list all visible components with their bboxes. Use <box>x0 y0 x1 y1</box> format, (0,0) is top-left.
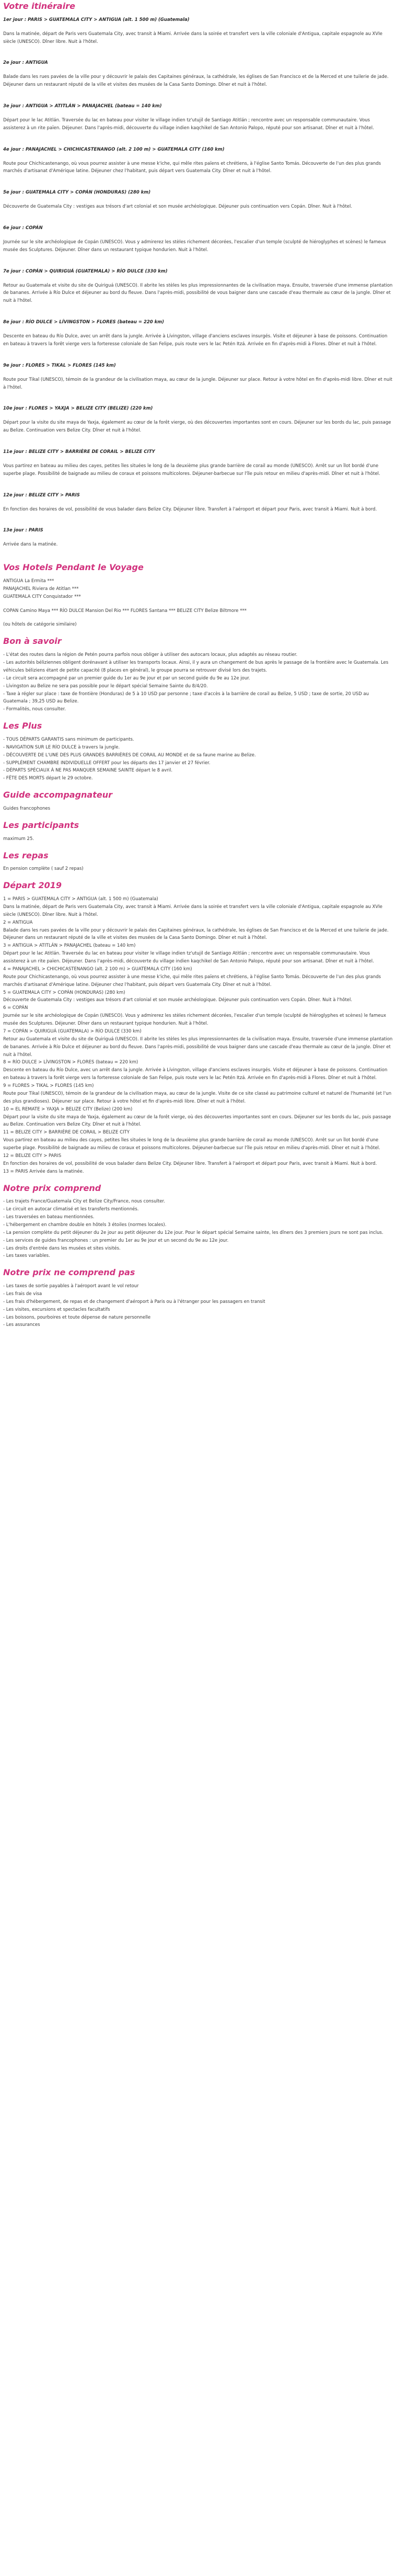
day-title: 2e jour : ANTIGUA <box>3 60 48 66</box>
departure-day-heading: 11 = BELIZE CITY > BARRIÈRE DE CORAIL > BELIZE CITY <box>3 1130 130 1136</box>
day-title: 4e jour : PANAJACHEL > CHICHICASTENANGO (alt. 2 100 m) > GUATEMALA CITY (160 km) <box>3 146 225 152</box>
list-item: - Les assurances <box>3 1322 40 1328</box>
itinerary-day <box>3 224 393 254</box>
participants-text: maximum 25. <box>3 836 34 842</box>
day-title: 13e jour : PARIS <box>3 528 43 534</box>
itinerary-day <box>3 405 393 435</box>
itinerary-day <box>3 492 393 514</box>
departure-day-heading: 2 = ANTIGUA <box>3 920 33 925</box>
list-item: - L'état des routes dans la région de Petén pourra parfois nous obliger à utiliser des autocars locaux, plus adaptés au réseau routier. <box>3 652 298 658</box>
day-title: 12e jour : BELIZE CITY > PARIS <box>3 492 80 498</box>
hotel-line: ANTIGUA La Ermita *** <box>3 578 54 584</box>
guide-text: Guides francophones <box>3 805 51 811</box>
day-title: 3e jour : ANTIGUA > ATITLÁN > PANAJACHEL (bateau = 140 km) <box>3 104 162 109</box>
list-item: - NAVIGATION SUR LE RÍO DULCE à travers la jungle. <box>3 744 120 750</box>
departure-day-heading: 6 = COPÁN <box>3 1005 28 1011</box>
good-to-know-list <box>3 651 393 713</box>
itinerary-day <box>3 103 393 132</box>
list-item: - Les visites, excursions et spectacles facultatifs <box>3 1307 110 1312</box>
departure-day-heading: 3 = ANTIGUA > ATITLÁN > PANAJACHEL (bateau = 140 km) <box>3 943 136 949</box>
price-includes-heading: Notre prix comprend <box>3 1183 101 1193</box>
departure-day-heading: 4 = PANAJACHEL > CHICHICASTENANGO (alt. 2 100 m) > GUATEMALA CITY (160 km) <box>3 966 192 972</box>
day-text: Journée sur le site archéologique de Copán (UNESCO). Vous y admirerez les stèles richement décorées, l'escalier d'un temple (sculpté de hiéroglyphes et scènes) le fameux musée des Sculptures. Déjeuner. Dîner dans un restaurant typique hondurien. Nuit à l'hôtel. <box>3 239 387 253</box>
list-item: - Le circuit sera accompagné par un premier guide du 1er au 9e jour et par un second guide du 9e au 12e jour. <box>3 675 250 681</box>
list-item: - Les trajets France/Guatemala City et Belize City/France, nous consulter. <box>3 1199 165 1205</box>
departure-list <box>3 895 393 1176</box>
departure-day-text: Journée sur le site archéologique de Copán (UNESCO). Vous y admirerez les stèles richement décorées, l'escalier d'un temple (sculpté de hiéroglyphes et scènes) le fameux musée des Sculptures. Déjeuner. Dîner dans un restaurant typique hondurien. Nuit à l'hôtel. <box>3 1013 387 1026</box>
departure-day-text: Route pour Tikal (UNESCO), témoin de la grandeur de la civilisation maya, au cœur de la jungle. Visite de ce site classé au patrimoine culturel et naturel de l'humanité (et l'un des plus grandioses). Déjeuner sur place. Retour à votre hôtel et fin d'après-midi libre. Dîner et nuit à l'hôtel. <box>3 1091 392 1104</box>
list-item: - DÉPARTS SPÉCIAUX À NE PAS MANQUER SEMAINE SAINTE départ le 8 avril. <box>3 768 173 774</box>
departure-day-heading: 5 = GUATEMALA CITY > COPÁN (HONDURAS) (280 km) <box>3 990 125 995</box>
price-excludes-heading: Notre prix ne comprend pas <box>3 1267 135 1278</box>
hotels-block <box>3 577 393 629</box>
plus-heading: Les Plus <box>3 721 42 731</box>
meals-heading: Les repas <box>3 850 49 860</box>
day-text: En fonction des horaires de vol, possibilité de vous balader dans Belize City. Déjeuner libre. Transfert à l'aéroport et départ pour Paris, avec transit à Miami. Nuit à bord. <box>3 506 377 512</box>
list-item: - Les services de guides francophones : un premier du 1er au 9e jour et un second du 9e au 12e jour. <box>3 1238 229 1243</box>
plus-list <box>3 736 393 782</box>
list-item: - Les traversées en bateau mentionnées. <box>3 1215 95 1220</box>
day-text: Arrivée dans la matinée. <box>3 542 58 548</box>
list-item: - FÊTE DES MORTS départ le 29 octobre. <box>3 776 93 781</box>
list-item: - Le circuit en autocar climatisé et les transferts mentionnés. <box>3 1207 139 1212</box>
price-excludes-list <box>3 1283 393 1329</box>
day-title: 10e jour : FLORES > YAXJA > BELIZE CITY (BELIZE) (220 km) <box>3 406 153 412</box>
list-item: - Les taxes de sortie payables à l'aéroport avant le vol retour <box>3 1284 139 1289</box>
departure-day-heading: 7 = COPÁN > QUIRIGUÁ (GUATEMALA) > RÍO DULCE (330 km) <box>3 1028 142 1034</box>
day-text: Dans la matinée, départ de Paris vers Guatemala City, avec transit à Miami. Arrivée dans la soirée et transfert vers la ville coloniale d'Antigua, capitale espagnole au XVIe siècle (UNESCO). Dîner libre. Nuit à l'hôtel. <box>3 31 382 44</box>
departure-day-heading: 12 = BELIZE CITY > PARIS <box>3 1153 62 1159</box>
departure-day-heading: 13 = PARIS Arrivée dans la matinée. <box>3 1168 84 1174</box>
hotel-list: COPAN Camino Maya *** RÍO DULCE Mansion Del Rio *** FLORES Santana *** BELIZE CITY Belize Biltmore *** <box>3 608 247 614</box>
hotel-line: GUATEMALA CITY Conquistador *** <box>3 594 81 599</box>
departure-day-text: Dans la matinée, départ de Paris vers Guatemala City, avec transit à Miami. Arrivée dans la soirée et transfert vers la ville coloniale d'Antigua, capitale espagnole au XVIe siècle (UNESCO). Dîner libre. Nuit à l'hôtel. <box>3 904 382 917</box>
price-includes-list <box>3 1198 393 1260</box>
departure-day-text: Départ pour la visite du site maya de Yaxja, également au cœur de la forêt vierge, où des découvertes importantes sont en cours. Déjeuner sur les bords du lac, puis passage au Belize. Continuation vers Belize City. Dîner et nuit à l'hôtel. <box>3 1114 391 1128</box>
departure-day-text: Découverte de Guatemala City : vestiges aux trésors d'art colonial et son musée archéologique. Déjeuner puis continuation vers Copán. Dîner. Nuit à l'hôtel. <box>3 997 353 1003</box>
good-to-know-heading: Bon à savoir <box>3 636 62 646</box>
day-title: 9e jour : FLORES > TIKAL > FLORES (145 km) <box>3 362 116 368</box>
itinerary-day <box>3 59 393 89</box>
list-item: - L'hébergement en chambre double en hôtels 3 étoiles (normes locales). <box>3 1222 167 1228</box>
departure-day-text: Vous partirez en bateau au milieu des cayes, petites îles situées le long de la deuxième plus grande barrière de corail au monde (UNESCO). Arrêt sur un îlot bordé d'une superbe plage. Possibilité de baignade au milieu de coraux et poissons multicolores. Déjeuner-barbecue sur l'île puis retour en milieu d'après-midi. Dîner et nuit à l'hôtel. <box>3 1138 380 1151</box>
day-text: Vous partirez en bateau au milieu des cayes, petites îles situées le long de la deuxième plus grande barrière de corail au monde (UNESCO). Arrêt sur un îlot bordé d'une superbe plage. Possibilité de baignade au milieu de coraux et poissons multicolores. Déjeuner-barbecue sur l'île puis retour en milieu d'après-midi. Dîner et nuit à l'hôtel. <box>3 463 380 476</box>
day-text: Découverte de Guatemala City : vestiges aux trésors d'art colonial et son musée archéologique. Déjeuner puis continuation vers Copán. Dîner. Nuit à l'hôtel. <box>3 204 353 210</box>
departure-day-text: Retour au Guatemala et visite du site de Quiriguá (UNESCO). Il abrite les stèles les plus impressionnantes de la civilisation maya. Ensuite, traversée d'une immense plantation de bananes. Arrivée à Río Dulce et déjeuner au bord du fleuve. Dans l'après-midi, possibilité de vous baigner dans une cascade d'eau thermale au cœur de la jungle. Dîner et nuit à l'hôtel. <box>3 1036 393 1058</box>
meals-text: En pension complète ( sauf 2 repas) <box>3 866 84 872</box>
itinerary-day <box>3 527 393 549</box>
hotel-line: PANAJACHEL Riviera de Atitlan *** <box>3 586 79 592</box>
day-text: Retour au Guatemala et visite du site de Quiriguá (UNESCO). Il abrite les stèles les plus impressionnantes de la civilisation maya. Ensuite, traversée d'une immense plantation de bananes. Arrivée à Río Dulce et déjeuner au bord du fleuve. Dans l'après-midi, possibilité de vous baigner dans une cascade d'eau thermale au cœur de la jungle. Dîner et nuit à l'hôtel. <box>3 282 393 304</box>
list-item: - Les autorités béliziennes obligent dorénavant à utiliser les transports locaux. Ainsi, il y aura un changement de bus après le passage de la frontière avec le Guatemala. Les véhicules béliziens étant de petite capacité (8 places en général), le groupe pourra se retrouver divisé lors des trajets. <box>3 660 389 673</box>
list-item: - Lívingston au Belize ne sera pas possible pour le départ spécial Semaine Sainte du 8/4/20. <box>3 683 208 689</box>
guide-heading: Guide accompagnateur <box>3 790 112 800</box>
departure-day-text: Descente en bateau du Río Dulce, avec un arrêt dans la jungle. Arrivée à Lívingston, village d'anciens esclaves insurgés. Visite et déjeuner à base de poissons. Continuation en bateau à travers la forêt vierge vers la forteresse coloniale de San Felipe, puis route vers le lac Petén Itzá. Arrivée en fin d'après-midi à Flores. Dîner et nuit à l'hôtel. <box>3 1068 388 1081</box>
itinerary-day <box>3 268 393 305</box>
day-title: 7e jour : COPÁN > QUIRIGUÁ (GUATEMALA) > RÍO DULCE (330 km) <box>3 268 168 274</box>
itinerary-days <box>3 16 393 549</box>
departure-day-heading: 10 = EL REMATE > YAXJA > BELIZE CITY (Belize) (200 km) <box>3 1106 133 1112</box>
day-title: 6e jour : COPÁN <box>3 225 43 231</box>
departure-day-text: En fonction des horaires de vol, possibilité de vous balader dans Belize City. Déjeuner libre. Transfert à l'aéroport et départ pour Paris, avec transit à Miami. Nuit à bord. <box>3 1161 377 1166</box>
day-text: Départ pour la visite du site maya de Yaxja, également au cœur de la forêt vierge, où des découvertes importantes sont en cours. Déjeuner sur les bords du lac, puis passage au Belize. Continuation vers Belize City. Dîner et nuit à l'hôtel. <box>3 420 391 434</box>
departure-day-text: Départ pour le lac Atitlán. Traversée du lac en bateau pour visiter le village indien tz'utujil de Santiago Atitlán ; rencontre avec un responsable communautaire. Vous assisterez à un rite païen. Déjeuner. Dans l'après-midi, découverte du village indien kaqchikel de San Antonio Palopo, réputé pour son artisanat. Dîner et nuit à l'hôtel. <box>3 951 374 964</box>
list-item: - Taxe à régler sur place : taxe de frontière (Honduras) de 5 à 10 USD par personne ; taxe d'accès à la barrière de corail au Belize, 5 USD ; taxe de sortie, 20 USD au Guatemala ; 39,25 USD au Belize. <box>3 691 369 705</box>
day-text: Route pour Tikal (UNESCO), témoin de la grandeur de la civilisation maya, au cœur de la jungle. Déjeuner sur place. Retour à votre hôtel en fin d'après-midi libre. Dîner et nuit à l'hôtel. <box>3 377 392 390</box>
list-item: - DÉCOUVERTE DE L'UNE DES PLUS GRANDES BARRIÈRES DE CORAIL AU MONDE et de sa faune marine au Belize. <box>3 752 256 758</box>
itinerary-day <box>3 189 393 211</box>
day-title: 8e jour : RÍO DULCE > LÍVINGSTON > FLORES (bateau = 220 km) <box>3 320 165 325</box>
day-text: Départ pour le lac Atitlán. Traversée du lac en bateau pour visiter le village indien tz'utujil de Santiago Atitlán ; rencontre avec un responsable communautaire. Vous assisterez à un rite païen. Déjeuner. Dans l'après-midi, découverte du village indien kaqchikel de San Antonio Palopo, réputé pour son artisanat. Dîner et nuit à l'hôtel. <box>3 117 374 131</box>
day-title: 1er jour : PARIS > GUATEMALA CITY > ANTIGUA (alt. 1 500 m) (Guatemala) <box>3 17 190 22</box>
list-item: - La pension complète du petit déjeuner du 2e jour au petit déjeuner du 12e jour. Pour le départ spécial Semaine sainte, les dîners des 3 premiers jours ne sont pas inclus. <box>3 1230 383 1235</box>
itinerary-day <box>3 16 393 46</box>
itinerary-day <box>3 319 393 348</box>
departure-day-heading: 8 = RÍO DULCE > LÍVINGSTON > FLORES (bateau = 220 km) <box>3 1060 138 1065</box>
list-item: - Les frais d'hébergement, de repas et de changement d'aéroport à Paris ou à l'étranger pour les passagers en transit <box>3 1299 265 1304</box>
itinerary-heading: Votre itinéraire <box>3 1 75 11</box>
list-item: - SUPPLÉMENT CHAMBRE INDIVIDUELLE OFFERT pour les départs des 17 janvier et 27 février. <box>3 760 211 766</box>
participants-heading: Les participants <box>3 820 79 830</box>
hotel-note: (ou hôtels de catégorie similaire) <box>3 622 77 628</box>
list-item: - Les droits d'entrée dans les musées et sites visités. <box>3 1245 121 1251</box>
day-title: 5e jour : GUATEMALA CITY > COPÁN (HONDURAS) (280 km) <box>3 190 151 196</box>
departure-day-text: Balade dans les rues pavées de la ville pour y découvrir le palais des Capitaines généraux, la cathédrale, les églises de San Francisco et de la Merced et une tuilerie de jade. Déjeuner dans un restaurant réputé de la ville et visites des musées de la Casa Santo Domingo. Dîner et nuit à l'hôtel. <box>3 927 389 941</box>
day-title: 11e jour : BELIZE CITY > BARRIÈRE DE CORAIL > BELIZE CITY <box>3 449 155 455</box>
hotels-heading: Vos Hotels Pendant le Voyage <box>3 562 144 573</box>
departure-day-heading: 1 = PARIS > GUATEMALA CITY > ANTIGUA (alt. 1 500 m) (Guatemala) <box>3 897 158 902</box>
departure-heading: Départ 2019 <box>3 880 62 891</box>
day-text: Balade dans les rues pavées de la ville pour y découvrir le palais des Capitaines généraux, la cathédrale, les églises de San Francisco et de la Merced et une tuilerie de jade. Déjeuner dans un restaurant réputé de la ville et visites des musées de la Casa Santo Domingo. Dîner et nuit à l'hôtel. <box>3 74 389 88</box>
list-item: - Les taxes variables. <box>3 1253 50 1259</box>
itinerary-day <box>3 146 393 176</box>
list-item: - Les frais de visa <box>3 1291 42 1297</box>
list-item: - TOUS DÉPARTS GARANTIS sans minimum de participants. <box>3 736 134 742</box>
itinerary-day <box>3 362 393 392</box>
day-text: Route pour Chichicastenango, où vous pourrez assister à une messe k'iche, qui mêle rites païens et chrétiens, à l'église Santo Tomás. Découverte de l'un des plus grands marchés d'artisanat d'Amérique latine. Déjeuner chez l'habitant, puis départ vers Guatemala City. Dîner et nuit à l'hôtel. <box>3 161 381 174</box>
day-text: Descente en bateau du Río Dulce, avec un arrêt dans la jungle. Arrivée à Lívingston, village d'anciens esclaves insurgés. Visite et déjeuner à base de poissons. Continuation en bateau à travers la forêt vierge vers la forteresse coloniale de San Felipe, puis route vers le lac Petén Itzá. Arrivée en fin d'après-midi à Flores. Dîner et nuit à l'hôtel. <box>3 334 388 347</box>
itinerary-day <box>3 448 393 478</box>
departure-day-text: Route pour Chichicastenango, où vous pourrez assister à une messe k'iche, qui mêle rites païens et chrétiens, à l'église Santo Tomás. Découverte de l'un des plus grands marchés d'artisanat d'Amérique latine. Déjeuner chez l'habitant, puis départ vers Guatemala City. Dîner et nuit à l'hôtel. <box>3 974 381 988</box>
list-item: - Formalités, nous consulter. <box>3 707 66 712</box>
departure-day-heading: 9 = FLORES > TIKAL > FLORES (145 km) <box>3 1083 94 1088</box>
list-item: - Les boissons, pourboires et toute dépense de nature personnelle <box>3 1314 151 1320</box>
